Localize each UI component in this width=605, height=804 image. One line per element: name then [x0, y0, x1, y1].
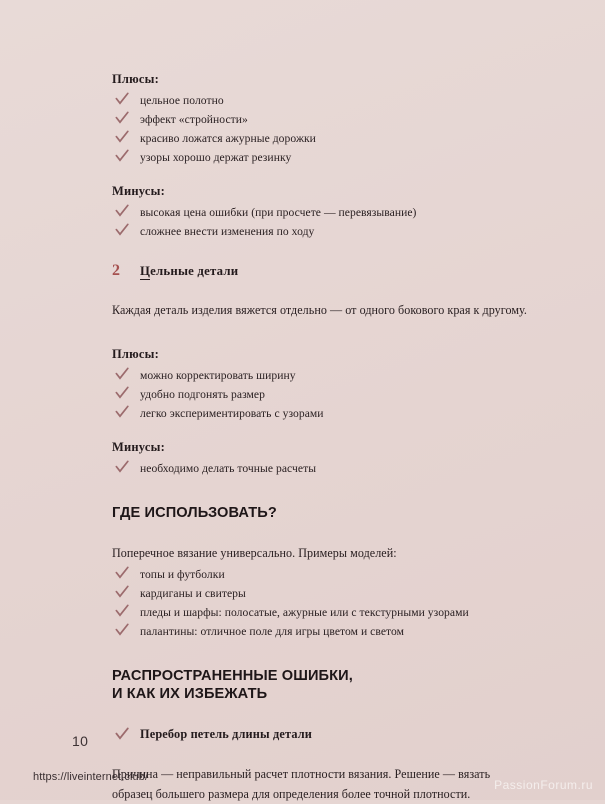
list-item-label: палантины: отличное поле для игры цветом и светом: [140, 625, 404, 638]
pros-list-1: [112, 91, 532, 167]
list-item: [112, 565, 532, 584]
mistakes-heading-line2: И КАК ИХ ИЗБЕЖАТЬ: [112, 686, 268, 702]
section-title: [140, 265, 238, 278]
list-item: [112, 148, 532, 167]
list-item-label: красиво ложатся ажурные дорожки: [140, 132, 316, 145]
list-item-label: высокая цена ошибки (при просчете — перевязывание): [140, 206, 417, 219]
usage-list: [112, 565, 532, 641]
section-paragraph: Каждая деталь изделия вяжется отдельно — от одного бокового края к другому.: [112, 303, 527, 317]
list-item-label: цельное полотно: [140, 94, 224, 107]
list-item-label: эффект «стройности»: [140, 113, 248, 126]
check-icon: [115, 149, 129, 163]
usage-intro: Поперечное вязание универсально. Примеры моделей:: [112, 545, 397, 560]
list-item: [112, 404, 532, 423]
section-heading-numbered: [112, 263, 532, 279]
check-icon: [115, 585, 129, 599]
check-icon: [115, 204, 129, 218]
check-icon: [115, 223, 129, 237]
check-icon: [115, 566, 129, 580]
pros-label-1: Плюсы:: [112, 72, 159, 86]
list-item-label: удобно подгонять размер: [140, 387, 265, 401]
page-number: 10: [72, 733, 89, 749]
list-item-label: необходимо делать точные расчеты: [140, 461, 317, 475]
check-icon: [115, 727, 129, 741]
check-icon: [115, 111, 129, 125]
section-title-rest: ельные детали: [150, 264, 239, 278]
pros-list-2: [112, 366, 532, 423]
mistake-item-title: [112, 725, 532, 743]
page-content: [112, 72, 532, 804]
list-item: [112, 110, 532, 129]
list-item: [112, 366, 532, 385]
cons-label-2: Минусы:: [112, 439, 165, 454]
mistake-paragraph: Причина — неправильный расчет плотности вязания. Решение — вязать образец большего размера для определения более точной плотности.: [112, 767, 491, 801]
check-icon: [115, 92, 129, 106]
check-icon: [115, 623, 129, 637]
list-item-label: узоры хорошо держат резинку: [140, 151, 292, 164]
list-item-label: топы и футболки: [140, 568, 225, 581]
check-icon: [115, 405, 129, 419]
list-item: [112, 603, 532, 622]
watermark: PassionForum.ru: [494, 778, 593, 792]
list-item: [112, 385, 532, 404]
list-item: [112, 459, 532, 478]
check-icon: [115, 604, 129, 618]
section-title-first-letter: Ц: [140, 264, 151, 278]
list-item-label: легко экспериментировать с узорами: [140, 406, 324, 420]
mistakes-heading-line1: РАСПРОСТРАНЕННЫЕ ОШИБКИ,: [112, 668, 353, 684]
list-item-label: пледы и шарфы: полосатые, ажурные или с текстурными узорами: [140, 606, 469, 619]
source-url[interactable]: https://liveinternet.club/: [33, 771, 149, 783]
section-number: 2: [112, 262, 120, 279]
cons-list-2: [112, 459, 532, 478]
list-item: [112, 91, 532, 110]
list-item-label: кардиганы и свитеры: [140, 587, 246, 600]
list-item-label: можно корректировать ширину: [140, 368, 296, 382]
cons-label-1: Минусы:: [112, 184, 165, 198]
list-item: [112, 203, 532, 222]
list-item: [112, 622, 532, 641]
cons-list-1: [112, 203, 532, 241]
check-icon: [115, 367, 129, 381]
list-item: [112, 222, 532, 241]
list-item-label: сложнее внести изменения по ходу: [140, 225, 315, 238]
pros-label-2: Плюсы:: [112, 346, 159, 361]
list-item: [112, 129, 532, 148]
check-icon: [115, 130, 129, 144]
list-item: [112, 584, 532, 603]
mistake-item-label: Перебор петель длины детали: [140, 727, 313, 741]
check-icon: [115, 460, 129, 474]
usage-heading: ГДЕ ИСПОЛЬЗОВАТЬ?: [112, 504, 277, 521]
check-icon: [115, 386, 129, 400]
